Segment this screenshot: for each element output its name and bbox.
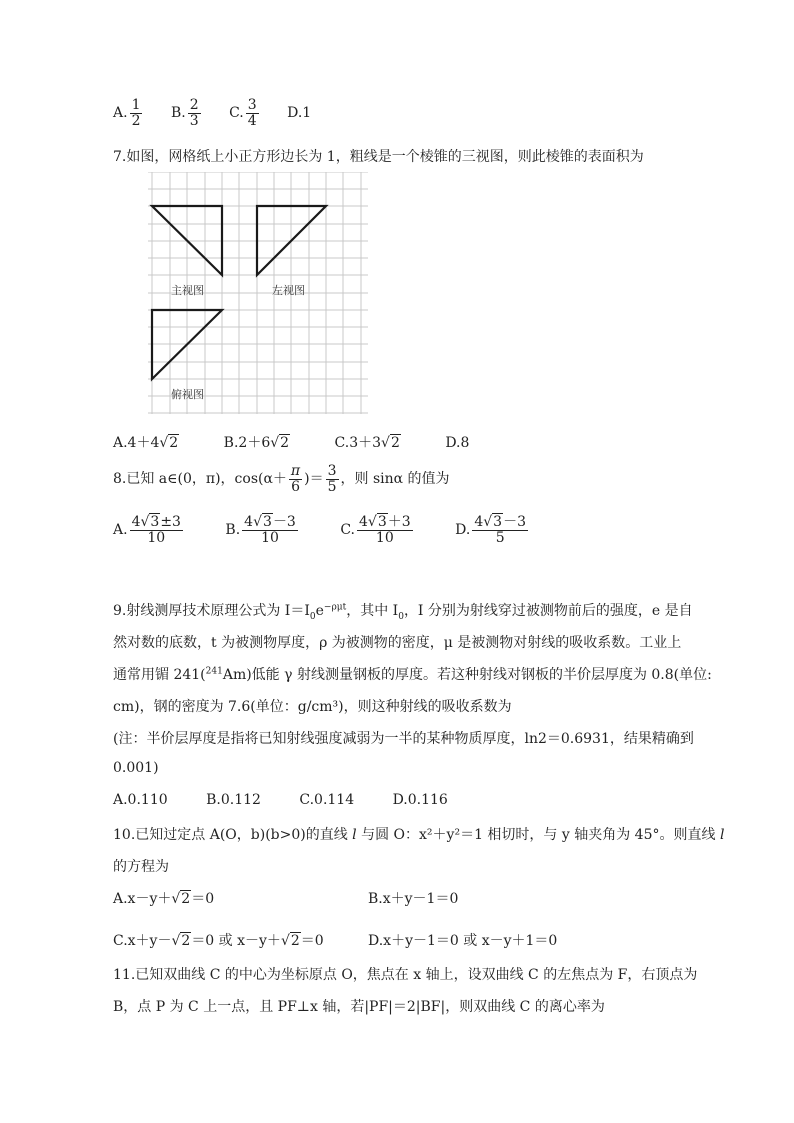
q6-option-a: A. $\frac{1}{2}$ — [113, 97, 141, 129]
q9-line-1: 9.射线测厚技术原理公式为 $I=I_0e^{-\rho\mu t}$，其中 $I_0$，I 分别为射线穿过被测物前后的强度，e 是自 — [113, 602, 693, 622]
three-view-figure — [148, 172, 368, 414]
q7-option-b: B.2＋6√2 — [223, 435, 290, 451]
q10-line-2: 的方程为 — [113, 859, 169, 875]
q9-line-6: 0.001) — [113, 760, 159, 776]
q8-option-c: C. $\frac{4√3+3}{10}$ — [340, 514, 411, 546]
q7-option-d: D.8 — [445, 435, 470, 451]
q9-line-5: (注：半价层厚度是指将已知射线强度减弱为一半的某种物质厚度，ln2＝0.6931，结果精确到 — [113, 731, 694, 747]
q11-line-1: 11.已知双曲线 C 的中心为坐标原点 O，焦点在 x 轴上，设双曲线 C 的左焦点为 F，右顶点为 — [113, 967, 698, 983]
q9-line-3: 通常用镅 241($^{241}$Am)低能 γ 射线测量钢板的厚度。若这种射线对钢板的半价层厚度为 0.8(单位: — [113, 666, 712, 683]
q11-line-2: B，点 P 为 C 上一点，且 PF⊥x 轴，若|PF|＝2|BF|，则双曲线 C 的离心率为 — [113, 999, 605, 1015]
q9-option-a: A.0.110 — [113, 792, 168, 808]
q8-option-a: A. $\frac{4√3\pm 3}{10}$ — [113, 514, 181, 546]
q6-option-b: B. $\frac{2}{3}$ — [170, 97, 199, 129]
top-view-label: 俯视图 — [171, 388, 204, 401]
q6-options — [113, 98, 333, 128]
q6-option-d: D.1 — [287, 105, 312, 122]
q10-option-d: D.x＋y－1＝0 或 x－y＋1＝0 — [368, 933, 558, 949]
q9-line-2: 然对数的底数，t 为被测物厚度，ρ 为被测物的密度，μ 是被测物对射线的吸收系数。工业上 — [113, 635, 682, 651]
q8-option-b: B. $\frac{4√3-3}{10}$ — [225, 514, 296, 546]
q9-option-d: D.0.116 — [392, 792, 448, 808]
front-view-label: 主视图 — [171, 284, 204, 297]
q10-line-1: 10.已知过定点 A(O，b)(b>0)的直线 l 与圆 O：x²＋y²＝1 相切时，与 y 轴夹角为 45°。则直线 l — [113, 827, 725, 843]
left-view-label: 左视图 — [272, 284, 305, 297]
q9-options — [113, 792, 470, 808]
q10-option-c: C.x＋y－√2＝0 或 x－y＋√2＝0 — [113, 933, 324, 949]
q9-option-c: C.0.114 — [299, 792, 355, 808]
q7-stem: 7.如图，网格纸上小正方形边长为 1，粗线是一个棱锥的三视图，则此棱锥的表面积为 — [113, 149, 644, 165]
q8-options — [113, 515, 552, 545]
q10-option-a: A.x－y＋√2＝0 — [113, 891, 215, 907]
q7-option-c: C.3＋3√2 — [334, 435, 400, 451]
q8-stem: 8.已知 a∈(0，π)，cos(α＋ $\frac{\pi}{6}$ )＝ $\frac{3}{5}$ ，则 sinα 的值为 — [113, 463, 450, 495]
q9-option-b: B.0.112 — [206, 792, 261, 808]
q8-option-d: D. $\frac{4√3-3}{5}$ — [455, 514, 526, 546]
q7-option-a: A.4＋4√2 — [113, 435, 179, 451]
q7-options — [113, 432, 491, 452]
q10-option-b: B.x＋y－1＝0 — [368, 891, 459, 907]
q6-option-c: C. $\frac{3}{4}$ — [229, 97, 257, 129]
q9-line-4: cm)，钢的密度为 7.6(单位：g/cm³)，则这种射线的吸收系数为 — [113, 699, 512, 715]
